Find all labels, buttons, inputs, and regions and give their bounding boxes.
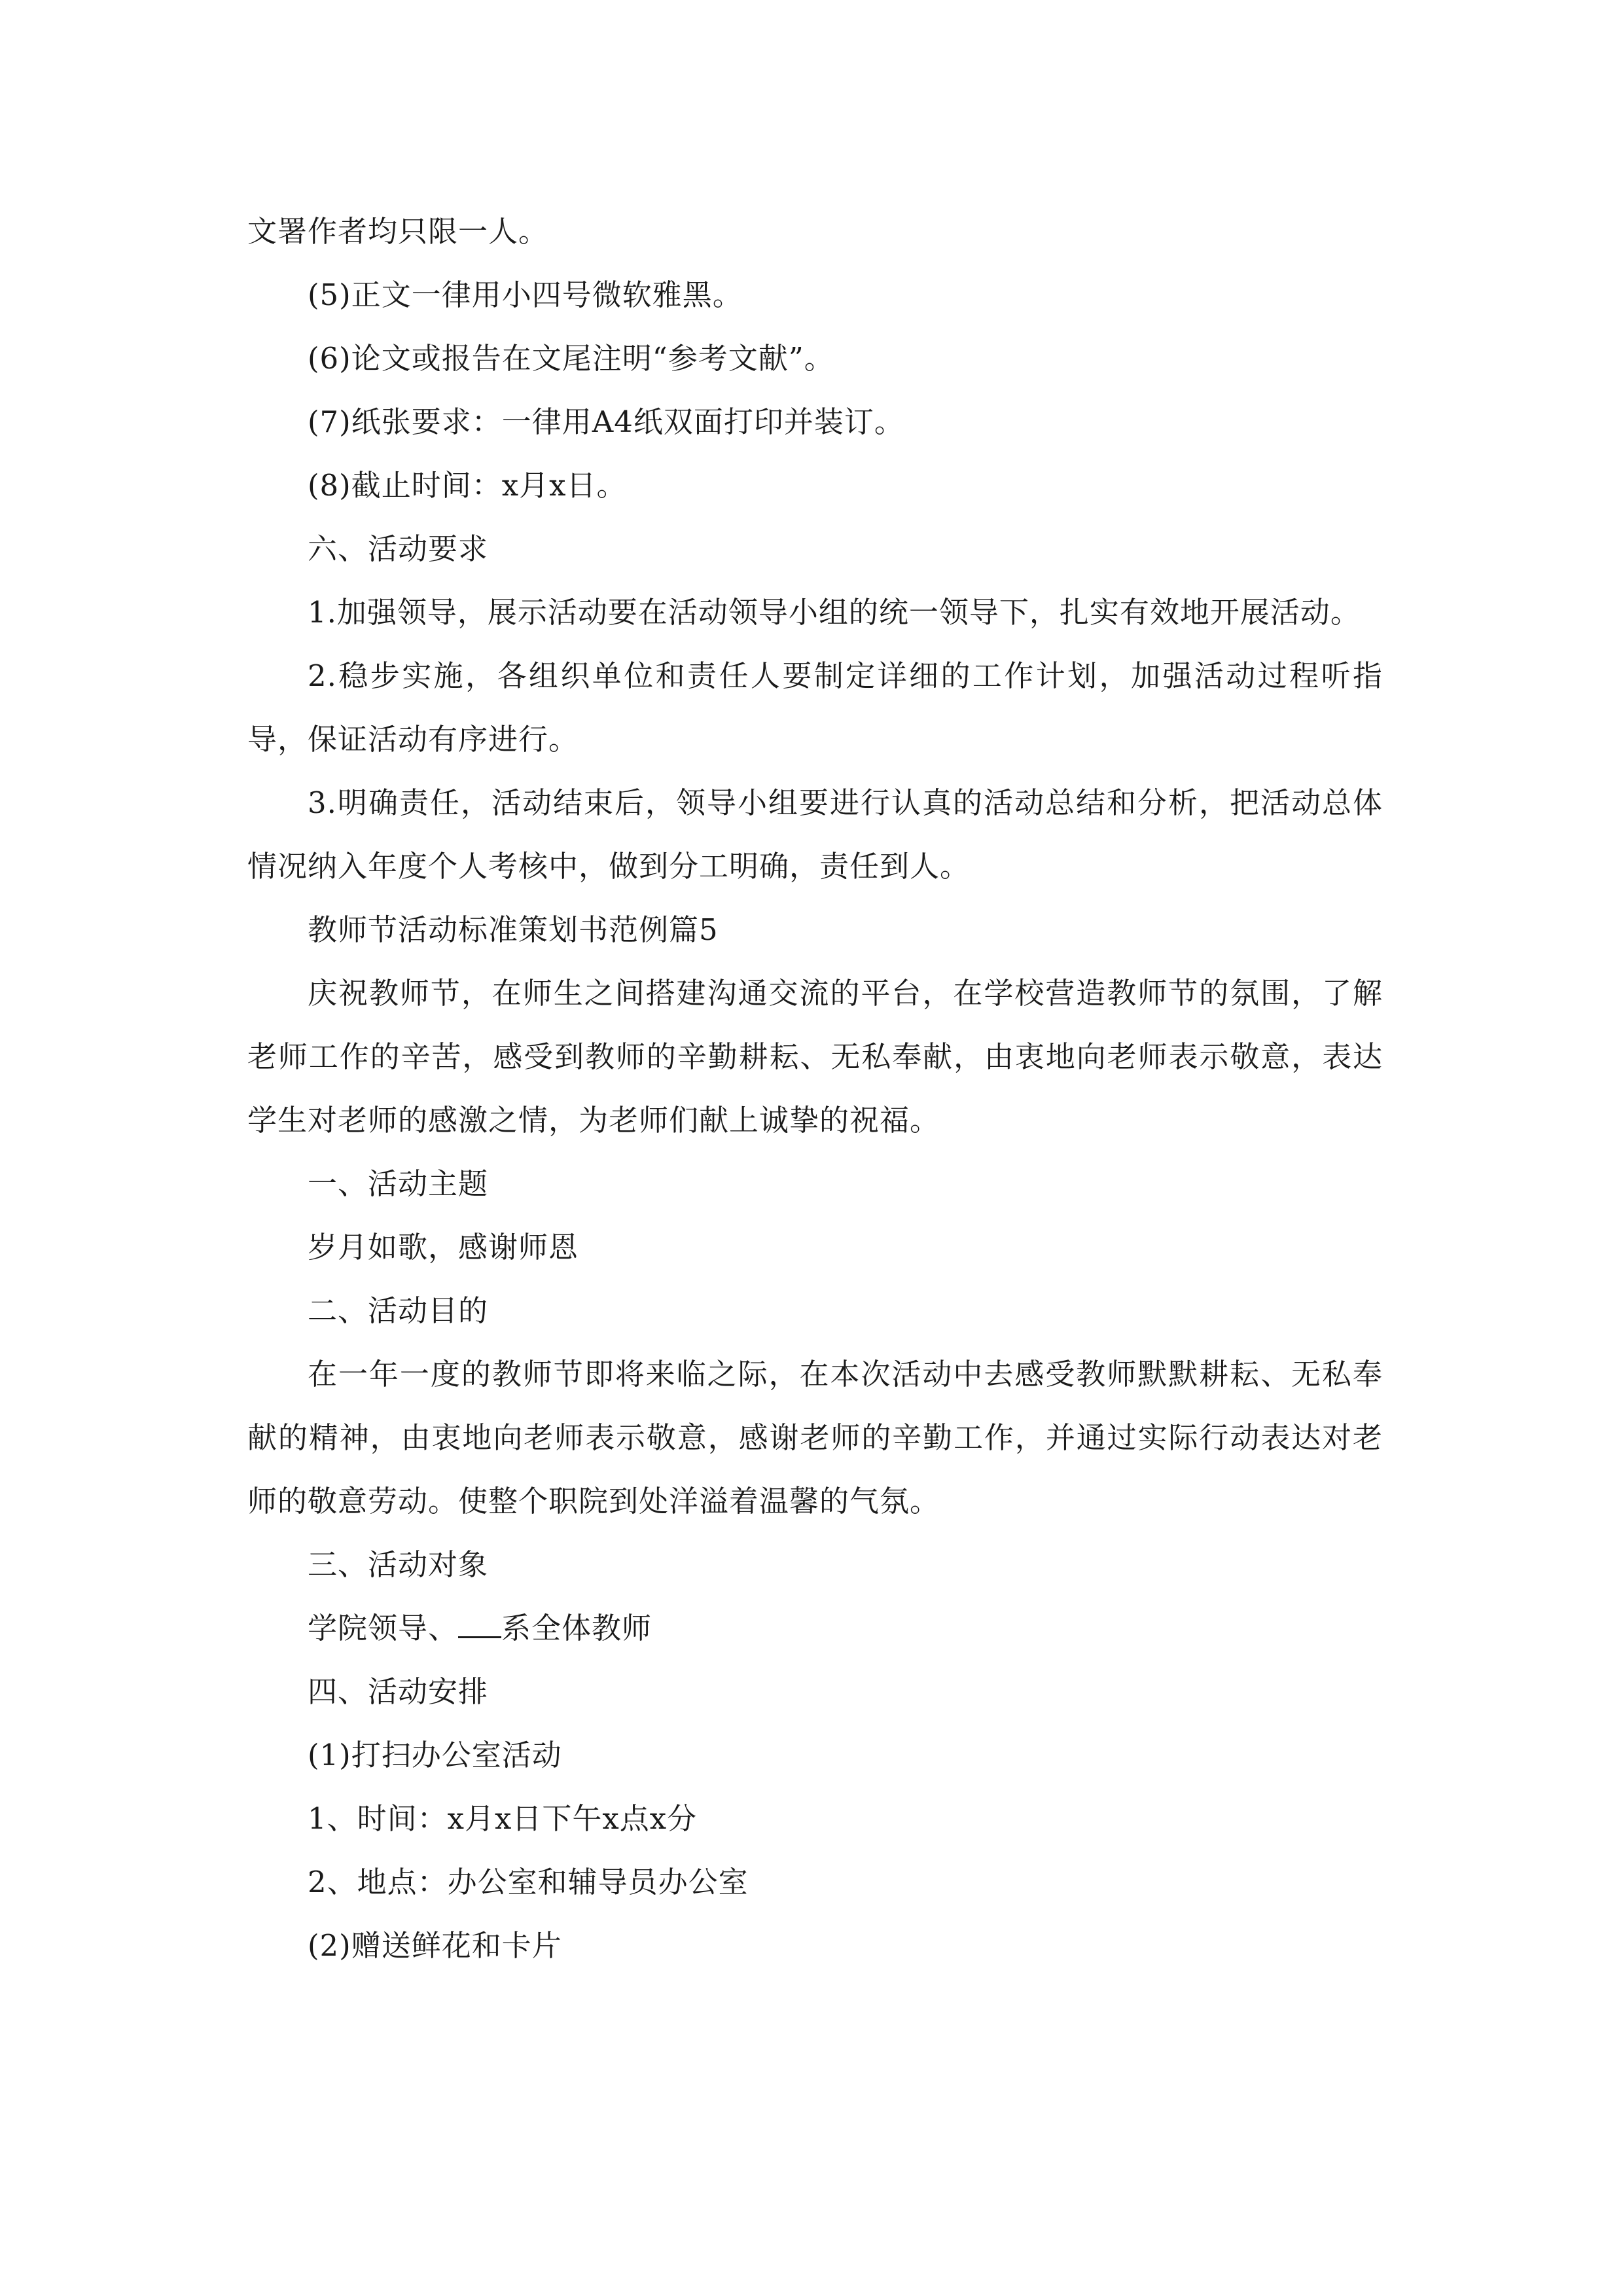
article-title: 教师节活动标准策划书范例篇5 xyxy=(308,912,719,947)
section-heading-theme: 一、活动主题 xyxy=(308,1166,489,1201)
audience-text-part-2: 系全体教师 xyxy=(501,1611,652,1645)
requirement-item-8: (8)截止时间：x月x日。 xyxy=(308,468,627,503)
section-heading-purpose: 二、活动目的 xyxy=(308,1293,489,1328)
section-heading-activity-requirements: 六、活动要求 xyxy=(308,531,489,566)
requirement-paragraph-1: 1.加强领导，展示活动要在活动领导小组的统一领导下，扎实有效地开展活动。 xyxy=(308,595,1361,630)
requirement-item-6: (6)论文或报告在文尾注明“参考文献”。 xyxy=(308,341,834,376)
arrangement-item-1: (1)打扫办公室活动 xyxy=(308,1738,562,1772)
document-body xyxy=(247,200,1383,1977)
audience-text xyxy=(247,1596,1383,1660)
requirement-paragraph-3: 3.明确责任，活动结束后，领导小组要进行认真的活动总结和分析，把活动总体情况纳入年度个人考核中，做到分工明确，责任到人。 xyxy=(247,785,1383,884)
purpose-paragraph: 在一年一度的教师节即将来临之际，在本次活动中去感受教师默默耕耘、无私奉献的精神，由衷地向老师表示敬意，感谢老师的辛勤工作，并通过实际行动表达对老师的敬意劳动。使整个职院到处洋溢着温馨的气氛。 xyxy=(247,1357,1383,1518)
requirement-paragraph-2: 2.稳步实施，各组织单位和责任人要制定详细的工作计划，加强活动过程听指导，保证活动有序进行。 xyxy=(247,658,1383,757)
arrangement-time: 1、时间：x月x日下午x点x分 xyxy=(308,1801,698,1836)
section-heading-arrangement: 四、活动安排 xyxy=(308,1674,489,1709)
section-heading-audience: 三、活动对象 xyxy=(308,1547,489,1582)
audience-text-part-1: 学院领导、 xyxy=(308,1611,459,1645)
arrangement-location: 2、地点：办公室和辅导员办公室 xyxy=(308,1865,749,1899)
theme-text: 岁月如歌，感谢师恩 xyxy=(308,1230,579,1265)
paragraph-continuation: 文署作者均只限一人。 xyxy=(247,214,549,249)
fill-in-blank xyxy=(458,1607,501,1638)
intro-paragraph: 庆祝教师节，在师生之间搭建沟通交流的平台，在学校营造教师节的氛围，了解老师工作的辛苦，感受到教师的辛勤耕耘、无私奉献，由衷地向老师表示敬意，表达学生对老师的感激之情，为老师们献上诚挚的祝福。 xyxy=(247,976,1383,1138)
requirement-item-7: (7)纸张要求：一律用A4纸双面打印并装订。 xyxy=(308,404,904,439)
arrangement-item-2: (2)赠送鲜花和卡片 xyxy=(308,1928,562,1963)
requirement-item-5: (5)正文一律用小四号微软雅黑。 xyxy=(308,278,743,312)
